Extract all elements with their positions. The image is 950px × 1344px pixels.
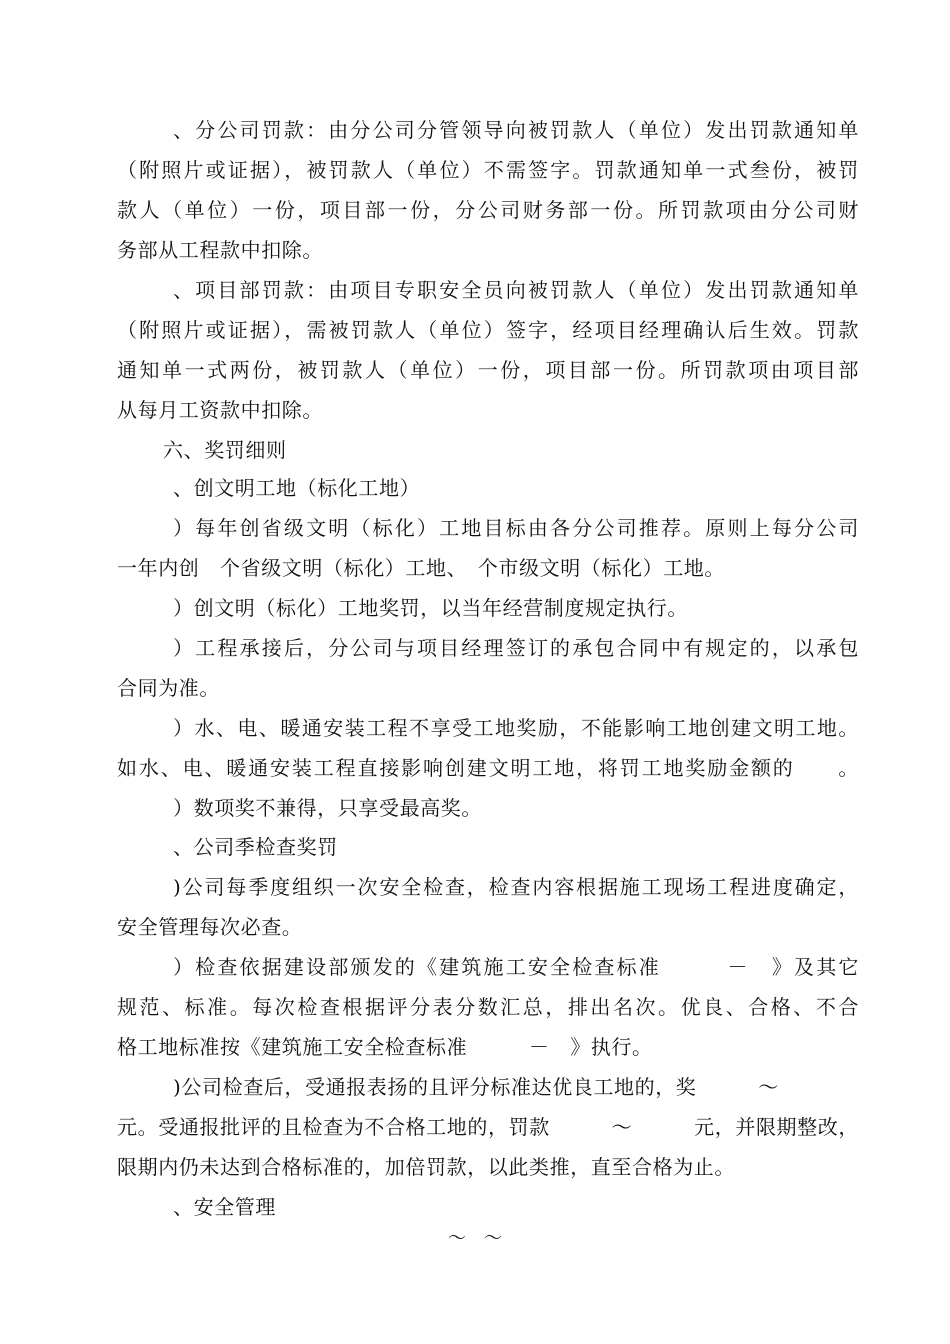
subsection-heading: 、安全管理 [173,1195,276,1219]
paragraph-line: 格工地标准按《建筑施工安全检查标准 － 》执行。 [117,1035,653,1059]
paragraph-line: 、项目部罚款：由项目专职安全员向被罚款人（单位）发出罚款通知单 [173,278,859,302]
subsection-heading: 、公司季检查奖罚 [173,835,338,859]
paragraph-line: )公司检查后，受通报表扬的且评分标准达优良工地的，奖 ～ [173,1075,779,1099]
paragraph-line: 元。受通报批评的且检查为不合格工地的，罚款 ～ 元，并限期整改， [117,1115,859,1139]
paragraph-line: 从每月工资款中扣除。 [117,398,323,422]
paragraph-line: ）检查依据建设部颁发的《建筑施工安全检查标准 － 》及其它 [173,955,859,979]
paragraph-line: ）水、电、暖通安装工程不享受工地奖励，不能影响工地创建文明工地。 [173,716,859,740]
paragraph-line: ）工程承接后，分公司与项目经理签订的承包合同中有规定的，以承包 [173,636,859,660]
subsection-heading: 、创文明工地（标化工地） [173,476,421,500]
paragraph-line: 通知单一式两份，被罚款人（单位）一份，项目部一份。所罚款项由项目部 [117,358,859,382]
paragraph-line: 款人（单位）一份，项目部一份，分公司财务部一份。所罚款项由分公司财 [117,198,859,222]
page-number: ～ ～ [448,1228,502,1249]
section-heading: 六、奖罚细则 [163,438,287,462]
paragraph-line: （附照片或证据），被罚款人（单位）不需签字。罚款通知单一式叁份，被罚 [117,158,859,182]
paragraph-line: ）每年创省级文明（标化）工地目标由各分公司推荐。原则上每分公司 [173,516,859,540]
paragraph-line: )公司每季度组织一次安全检查，检查内容根据施工现场工程进度确定， [173,875,859,899]
paragraph-line: ）创文明（标化）工地奖罚，以当年经营制度规定执行。 [173,596,688,620]
paragraph-line: 、分公司罚款：由分公司分管领导向被罚款人（单位）发出罚款通知单 [173,118,859,142]
paragraph-line: 限期内仍未达到合格标准的，加倍罚款，以此类推，直至合格为止。 [117,1155,735,1179]
paragraph-line: 规范、标准。每次检查根据评分表分数汇总，排出名次。优良、合格、不合 [117,995,859,1019]
paragraph-line: 合同为准。 [117,676,220,700]
paragraph-line: 如水、电、暖通安装工程直接影响创建文明工地，将罚工地奖励金额的 。 [117,756,859,780]
paragraph-line: 一年内创 个省级文明（标化）工地、 个市级文明（标化）工地。 [117,556,725,580]
paragraph-line: 安全管理每次必查。 [117,915,303,939]
paragraph-line: ）数项奖不兼得，只享受最高奖。 [173,796,482,820]
paragraph-line: 务部从工程款中扣除。 [117,238,323,262]
paragraph-line: （附照片或证据），需被罚款人（单位）签字，经项目经理确认后生效。罚款 [117,318,859,342]
